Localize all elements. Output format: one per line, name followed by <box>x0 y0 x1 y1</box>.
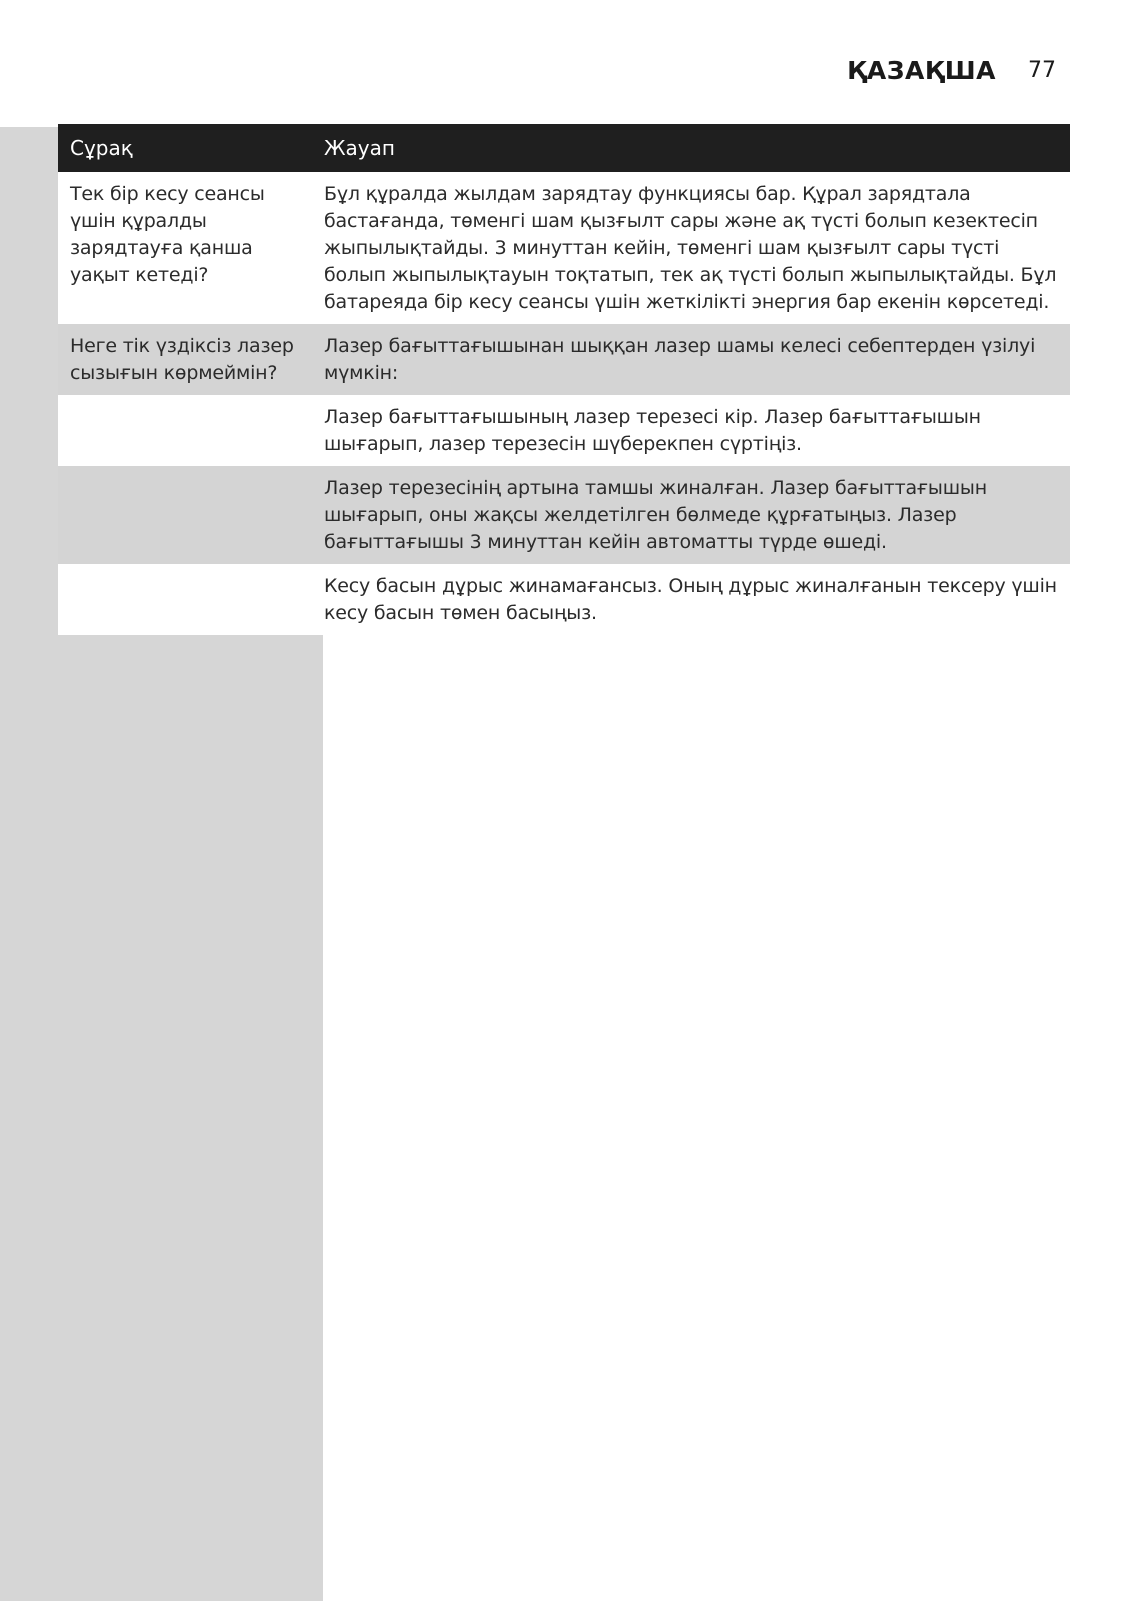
answer-cell: Кесу басын дұрыс жинамағансыз. Оның дұрыс жиналғанын тексеру үшін кесу басын төмен басыңыз. <box>312 564 1070 635</box>
table-header-row <box>58 124 1070 172</box>
column-header-answer: Жауап <box>312 124 1070 172</box>
column-header-question: Сұрақ <box>58 124 312 172</box>
answer-cell: Бұл құралда жылдам зарядтау функциясы бар. Құрал зарядтала бастағанда, төменгі шам қызғылт сары және ақ түсті болып кезектесіп жыпылықтайды. 3 минуттан кейін, төменгі шам қызғылт сары түсті болып жыпылықтауын тоқтатып, тек ақ түсті болып жыпылықтайды. Бұл батареяда бір кесу сеансы үшін жеткілікті энергия бар екенін көрсетеді. <box>312 172 1070 324</box>
page-number: 77 <box>1028 58 1056 83</box>
question-cell: Тек бір кесу сеансы үшін құралды зарядтауға қанша уақыт кетеді? <box>58 172 312 324</box>
table-row <box>58 172 1070 324</box>
table-row <box>58 395 1070 466</box>
answer-cell: Лазер бағыттағышынан шыққан лазер шамы келесі себептерден үзілуі мүмкін: <box>312 324 1070 395</box>
question-cell <box>58 564 312 635</box>
table-row <box>58 564 1070 635</box>
faq-table <box>58 124 1070 635</box>
section-language-title: ҚАЗАҚША <box>847 56 996 85</box>
question-cell <box>58 466 312 564</box>
answer-cell: Лазер терезесінің артына тамшы жиналған. Лазер бағыттағышын шығарып, оны жақсы желдетілген бөлмеде құрғатыңыз. Лазер бағыттағышы 3 минуттан кейін автоматты түрде өшеді. <box>312 466 1070 564</box>
table-row <box>58 324 1070 395</box>
question-cell: Неге тік үздіксіз лазер сызығын көрмеймін? <box>58 324 312 395</box>
question-cell <box>58 395 312 466</box>
table-row <box>58 466 1070 564</box>
answer-cell: Лазер бағыттағышының лазер терезесі кір. Лазер бағыттағышын шығарып, лазер терезесін шүберекпен сүртіңіз. <box>312 395 1070 466</box>
